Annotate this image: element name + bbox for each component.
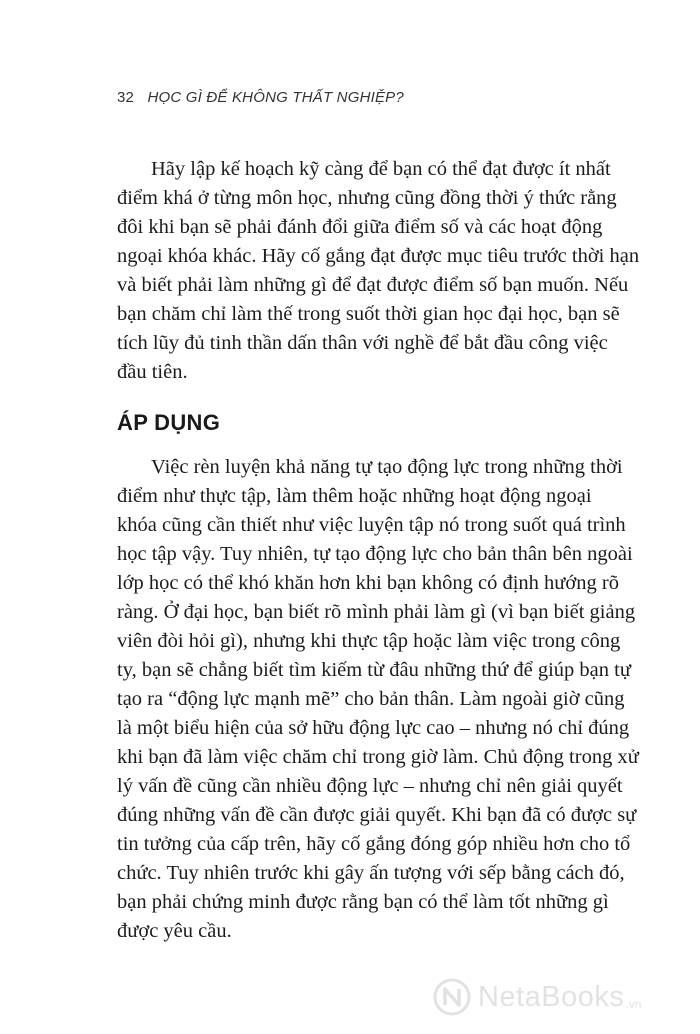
text-line: tạo ra “động lực mạnh mẽ” cho bản thân. Làm ngoài giờ cũng xyxy=(117,688,625,710)
text-line: Hãy lập kế hoạch kỹ càng để bạn có thể đạt được ít nhất xyxy=(151,158,611,180)
text-line: khóa cũng cần thiết như việc luyện tập nó trong suốt quá trình xyxy=(117,514,626,536)
text-line: đúng những vấn đề cần được giải quyết. Khi bạn đã có được sự xyxy=(117,804,637,826)
text-line: được yêu cầu. xyxy=(117,920,232,942)
text-line: viên đòi hỏi gì), nhưng khi thực tập hoặc làm việc trong công xyxy=(117,630,621,652)
text-line: điểm khá ở từng môn học, nhưng cũng đồng thời ý thức rằng xyxy=(117,187,617,209)
netabooks-logo-icon xyxy=(432,977,472,1017)
book-title: HỌC GÌ ĐỂ KHÔNG THẤT NGHIỆP? xyxy=(147,89,404,106)
page-number: 32 xyxy=(117,89,135,106)
text-line: ty, bạn sẽ chẳng biết tìm kiếm từ đâu những thứ để giúp bạn tự xyxy=(117,659,631,681)
text-line: lớp học có thể khó khăn hơn khi bạn không có định hướng rõ xyxy=(117,572,619,594)
text-line: lý vấn đề cũng cần nhiều động lực – nhưng chỉ nên giải quyết xyxy=(117,775,623,797)
text-line: là một biểu hiện của sở hữu động lực cao – nhưng nó chỉ đúng xyxy=(117,717,630,739)
text-line: đôi khi bạn sẽ phải đánh đổi giữa điểm số và các hoạt động xyxy=(117,216,603,238)
text-line: chức. Tuy nhiên trước khi gây ấn tượng với sếp bằng cách đó, xyxy=(117,862,625,884)
text-line: khi bạn đã làm việc chăm chỉ trong giờ làm. Chủ động trong xử xyxy=(117,746,639,768)
text-line: tích lũy đủ tinh thần dấn thân với nghề để bắt đầu công việc xyxy=(117,332,608,354)
text-line: điểm như thực tập, làm thêm hoặc những hoạt động ngoại xyxy=(117,485,592,507)
watermark-brand: NetaBooks xyxy=(478,980,625,1013)
text-line: tin tưởng của cấp trên, hãy cố gắng đóng góp nhiều hơn cho tổ xyxy=(117,833,631,855)
text-line: bạn phải chứng minh được rằng bạn có thể làm tốt những gì xyxy=(117,891,609,913)
watermark-suffix: .vn xyxy=(625,997,642,1011)
text-line: và biết phải làm những gì để đạt được điểm số bạn muốn. Nếu xyxy=(117,274,629,296)
text-line: đầu tiên. xyxy=(117,361,188,383)
text-line: ràng. Ở đại học, bạn biết rõ mình phải làm gì (vì bạn biết giảng xyxy=(117,601,636,623)
text-line: học tập vậy. Tuy nhiên, tự tạo động lực cho bản thân bên ngoài xyxy=(117,543,633,565)
text-line: bạn chăm chỉ làm thế trong suốt thời gian học đại học, bạn sẽ xyxy=(117,303,620,325)
text-line: ngoại khóa khác. Hãy cố gắng đạt được mục tiêu trước thời hạn xyxy=(117,245,640,267)
running-header xyxy=(117,89,404,106)
section-heading: ÁP DỤNG xyxy=(117,410,221,435)
text-line: Việc rèn luyện khả năng tự tạo động lực trong những thời xyxy=(151,456,623,478)
watermark xyxy=(432,977,641,1017)
